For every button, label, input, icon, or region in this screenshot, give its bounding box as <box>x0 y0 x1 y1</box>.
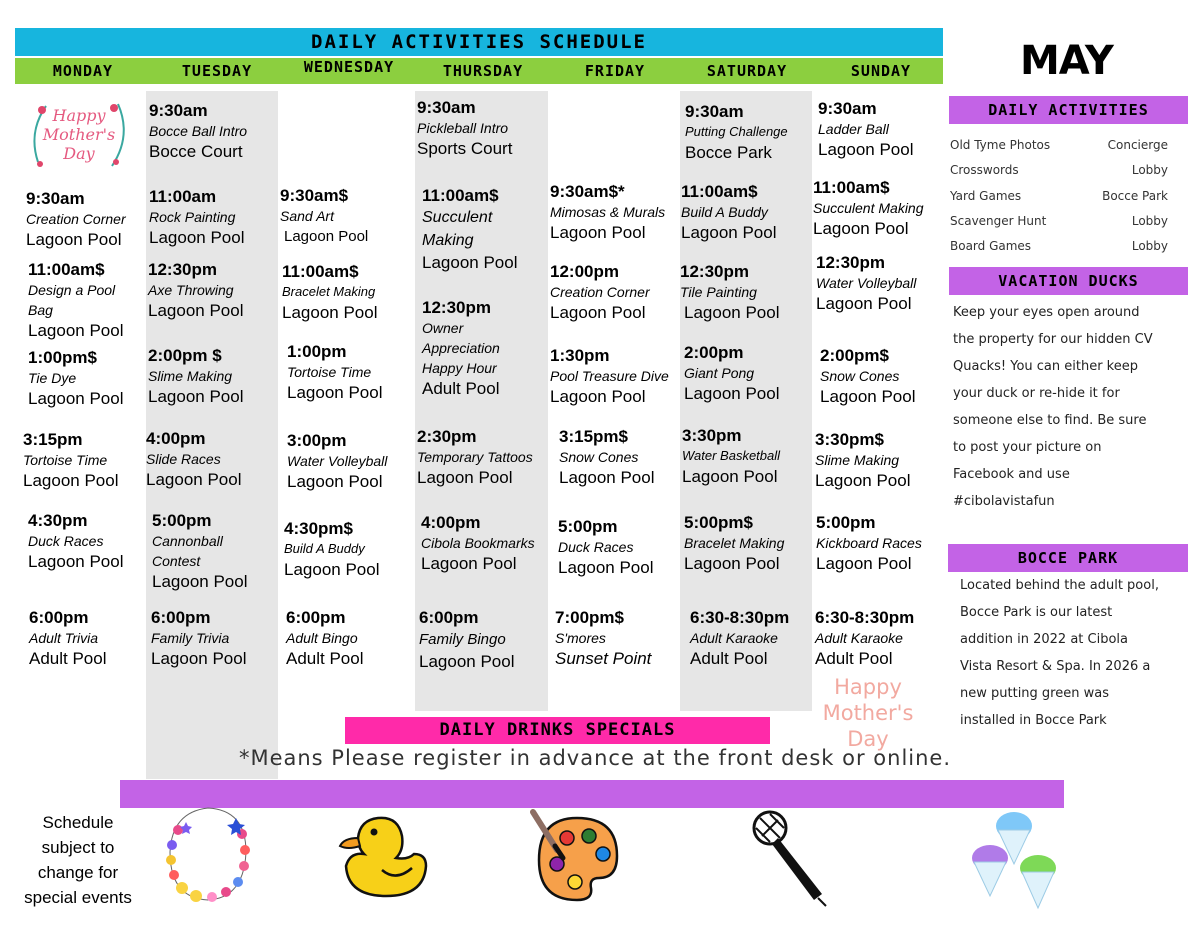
event-monday-2: 11:00am$ Design a Pool Bag Lagoon Pool <box>28 260 124 340</box>
list-item: Old Tyme Photos Concierge <box>950 138 1168 152</box>
mothers-day-text: Happy Mother's Day <box>42 106 116 163</box>
sunday-mothers-day-text: Happy Mother's Day <box>822 675 914 751</box>
event-saturday-4: 2:00pm Giant Pong Lagoon Pool <box>684 343 780 403</box>
event-friday-6: 7:00pm$ S'mores Sunset Point <box>555 608 652 668</box>
event-tuesday-6: 5:00pm Cannonball Contest Lagoon Pool <box>152 511 248 591</box>
event-friday-3: 1:30pm Pool Treasure Dive Lagoon Pool <box>550 346 669 406</box>
event-saturday-7: 6:30-8:30pm Adult Karaoke Adult Pool <box>690 608 790 668</box>
days-header <box>15 58 943 84</box>
event-wednesday-6: 6:00pm Adult Bingo Adult Pool <box>286 608 364 668</box>
event-thursday-6: 6:00pm Family Bingo Lagoon Pool <box>419 608 515 671</box>
event-saturday-6: 5:00pm$ Bracelet Making Lagoon Pool <box>684 513 785 573</box>
bracelet-icon <box>158 800 258 910</box>
list-item: Yard Games Bocce Park <box>950 189 1168 203</box>
event-monday-1: 9:30am Creation Corner Lagoon Pool <box>26 189 126 249</box>
event-saturday-2: 11:00am$ Build A Buddy Lagoon Pool <box>681 182 777 242</box>
event-thursday-5: 4:00pm Cibola Bookmarks Lagoon Pool <box>421 513 535 573</box>
event-sunday-1: 9:30am Ladder Ball Lagoon Pool <box>818 99 914 159</box>
schedule-title: DAILY ACTIVITIES SCHEDULE <box>15 28 943 56</box>
event-monday-6: 6:00pm Adult Trivia Adult Pool <box>29 608 107 668</box>
event-thursday-4: 2:30pm Temporary Tattoos Lagoon Pool <box>417 427 533 487</box>
event-friday-1: 9:30am$* Mimosas & Murals Lagoon Pool <box>550 182 666 242</box>
event-saturday-1: 9:30am Putting Challenge Bocce Park <box>685 102 788 162</box>
event-tuesday-2: 11:00am Rock Painting Lagoon Pool <box>149 187 245 247</box>
vacation-ducks-text: Keep your eyes open around the property for our hidden CV Quacks! You can either keep your duck or re-hide it for someone else to find. Be sure to post your picture on Facebook and use #cibolavistafun <box>953 305 1153 509</box>
event-tuesday-7: 6:00pm Family Trivia Lagoon Pool <box>151 608 247 668</box>
event-friday-4: 3:15pm$ Snow Cones Lagoon Pool <box>559 427 655 487</box>
day-wednesday: WEDNESDAY <box>303 58 395 76</box>
day-tuesday: TUESDAY <box>181 62 253 80</box>
day-sunday: SUNDAY <box>850 62 912 80</box>
event-tuesday-5: 4:00pm Slide Races Lagoon Pool <box>146 429 242 489</box>
event-monday-3: 1:00pm$ Tie Dye Lagoon Pool <box>28 348 124 408</box>
bocce-park-heading: BOCCE PARK <box>948 544 1188 572</box>
event-monday-4: 3:15pm Tortoise Time Lagoon Pool <box>23 430 119 490</box>
rubber-duck-icon <box>338 808 433 903</box>
day-saturday: SATURDAY <box>706 62 788 80</box>
daily-activities-heading: DAILY ACTIVITIES <box>949 96 1188 124</box>
event-sunday-2: 11:00am$ Succulent Making Lagoon Pool <box>813 178 924 238</box>
event-sunday-4: 2:00pm$ Snow Cones Lagoon Pool <box>820 346 916 406</box>
microphone-icon <box>748 808 833 908</box>
list-item: Board Games Lobby <box>950 239 1168 253</box>
event-thursday-1: 9:30am Pickleball Intro Sports Court <box>417 98 513 158</box>
event-tuesday-4: 2:00pm $ Slime Making Lagoon Pool <box>148 346 244 406</box>
paint-palette-icon <box>527 808 622 903</box>
drinks-specials-banner: DAILY DRINKS SPECIALS <box>345 717 770 744</box>
event-monday-5: 4:30pm Duck Races Lagoon Pool <box>28 511 124 571</box>
event-friday-5: 5:00pm Duck Races Lagoon Pool <box>558 517 654 577</box>
event-saturday-5: 3:30pm Water Basketball Lagoon Pool <box>682 426 781 486</box>
event-thursday-3: 12:30pm Owner Appreciation Happy Hour Adult Pool <box>422 298 500 398</box>
event-tuesday-3: 12:30pm Axe Throwing Lagoon Pool <box>148 260 244 320</box>
schedule-disclaimer: Schedule subject to change for special events <box>24 813 132 907</box>
bocce-park-text: Located behind the adult pool, Bocce Park is our latest addition in 2022 at Cibola Vista Resort & Spa. In 2026 a new putting green was installed in Bocce Park <box>960 578 1159 728</box>
event-wednesday-1: 9:30am$ Sand Art Lagoon Pool <box>280 186 369 245</box>
event-sunday-7: 6:30-8:30pm Adult Karaoke Adult Pool <box>815 608 915 668</box>
event-wednesday-3: 1:00pm Tortoise Time Lagoon Pool <box>287 342 383 402</box>
month-title: MAY <box>1020 38 1113 84</box>
day-monday: MONDAY <box>52 62 114 80</box>
event-wednesday-4: 3:00pm Water Volleyball Lagoon Pool <box>287 431 388 491</box>
event-thursday-2: 11:00am$ Succulent Making Lagoon Pool <box>422 186 518 272</box>
day-thursday: THURSDAY <box>442 62 524 80</box>
event-wednesday-2: 11:00am$ Bracelet Making Lagoon Pool <box>282 262 378 322</box>
list-item: Crosswords Lobby <box>950 163 1168 177</box>
event-saturday-3: 12:30pm Tile Painting Lagoon Pool <box>680 262 780 322</box>
list-item: Scavenger Hunt Lobby <box>950 214 1168 228</box>
event-sunday-5: 3:30pm$ Slime Making Lagoon Pool <box>815 430 911 490</box>
event-tuesday-1: 9:30am Bocce Ball Intro Bocce Court <box>149 101 248 161</box>
registration-note: *Means Please register in advance at the front desk or online. <box>238 746 952 770</box>
event-wednesday-5: 4:30pm$ Build A Buddy Lagoon Pool <box>284 519 380 579</box>
event-sunday-6: 5:00pm Kickboard Races Lagoon Pool <box>816 513 922 573</box>
mothers-day-graphic <box>26 92 131 178</box>
snow-cone-icon <box>968 804 1063 914</box>
event-friday-2: 12:00pm Creation Corner Lagoon Pool <box>550 262 650 322</box>
day-friday: FRIDAY <box>584 62 646 80</box>
drinks-specials-bar <box>120 780 1064 808</box>
event-sunday-3: 12:30pm Water Volleyball Lagoon Pool <box>816 253 917 313</box>
vacation-ducks-heading: VACATION DUCKS <box>949 267 1188 295</box>
